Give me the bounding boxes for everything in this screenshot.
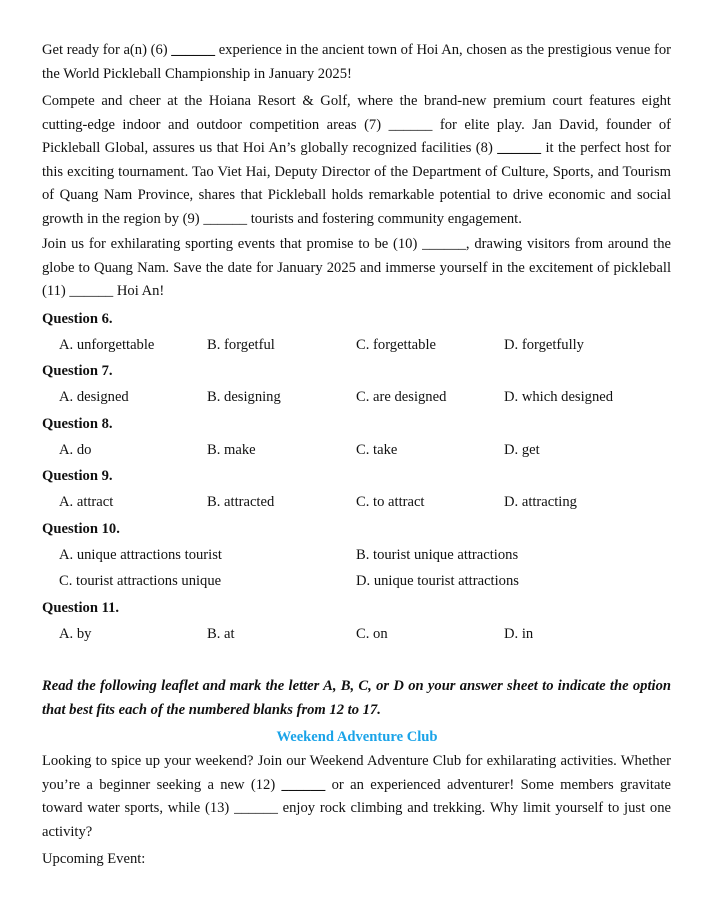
- text-span: Compete and cheer at the Hoiana Resort & Golf, where the brand-new premium court features eight cutting-edge indoor and outdoor competition areas (7): [42, 93, 671, 133]
- question-9-option-d[interactable]: D. attracting: [504, 494, 577, 510]
- text-span: experience in the ancient town of Hoi An, chosen as the prestigious venue for the World Pickleball Championship in January 2025!: [42, 42, 672, 82]
- passage-paragraph-1: [42, 39, 671, 86]
- blank-10: ______: [422, 236, 466, 252]
- question-6-title: Question 6.: [42, 311, 113, 327]
- question-10-option-d[interactable]: D. unique tourist attractions: [356, 573, 519, 589]
- text-span: Hoi An!: [113, 283, 165, 299]
- blank-6: ______: [171, 42, 216, 58]
- text-span: , drawing visitors from around the globe to Quang Nam. Save the date for January 2025 and immerse yourself in the excitement of pickleball (11): [42, 236, 671, 299]
- question-8-option-d[interactable]: D. get: [504, 442, 540, 458]
- question-8-option-b[interactable]: B. make: [207, 442, 256, 458]
- leaflet-paragraph-1: [42, 750, 671, 844]
- text-span: for elite play. Jan David, founder of Pickleball Global, assures us that Hoi An’s globally recognized facilities (8): [42, 116, 671, 156]
- question-8-option-a[interactable]: A. do: [59, 442, 92, 458]
- question-9-option-a[interactable]: A. attract: [59, 494, 114, 510]
- question-9-option-c[interactable]: C. to attract: [356, 494, 425, 510]
- passage-paragraph-2: [42, 90, 671, 231]
- question-6-option-b[interactable]: B. forgetful: [207, 337, 275, 353]
- question-10-option-c[interactable]: C. tourist attractions unique: [59, 573, 222, 589]
- question-10-title: Question 10.: [42, 521, 120, 537]
- question-11-option-b[interactable]: B. at: [207, 626, 235, 642]
- question-6-option-d[interactable]: D. forgetfully: [504, 337, 584, 353]
- text-span: it the perfect host for this exciting tournament. Tao Viet Hai, Deputy Director of the Department of Culture, Sports, and Tourism of Quang Nam Province, shares that Pickleball holds remarkable potential to drive economic and social growth in the region by (9): [42, 140, 671, 227]
- question-10-option-a[interactable]: A. unique attractions tourist: [59, 547, 222, 563]
- upcoming-event-label: Upcoming Event:: [42, 851, 146, 867]
- question-6-option-c[interactable]: C. forgettable: [356, 337, 436, 353]
- question-7-option-a[interactable]: A. designed: [59, 389, 129, 405]
- question-7-option-d[interactable]: D. which designed: [504, 389, 614, 405]
- text-span: Get ready for a(n) (6): [42, 42, 172, 58]
- leaflet-title: Weekend Adventure Club: [276, 729, 438, 745]
- text-span: Join us for exhilarating sporting events that promise to be (10): [42, 236, 423, 252]
- blank-12: ______: [281, 776, 326, 793]
- question-8-option-c[interactable]: C. take: [356, 442, 398, 458]
- question-9-title: Question 9.: [42, 468, 113, 484]
- section-instruction: Read the following leaflet and mark the letter A, B, C, or D on your answer sheet to indicate the option that best fits each of the numbered blanks from 12 to 17.: [42, 678, 671, 718]
- question-7-title: Question 7.: [42, 363, 113, 379]
- question-8-title: Question 8.: [42, 416, 113, 432]
- text-span: tourists and fostering community engagement.: [247, 210, 522, 227]
- blank-8: ______: [497, 140, 542, 156]
- question-11-option-d[interactable]: D. in: [504, 626, 534, 642]
- question-9-option-b[interactable]: B. attracted: [207, 494, 275, 510]
- question-11-title: Question 11.: [42, 600, 120, 616]
- question-7-option-c[interactable]: C. are designed: [356, 389, 447, 405]
- question-7-option-b[interactable]: B. designing: [207, 389, 281, 405]
- text-span: enjoy rock climbing and trekking. Why limit yourself to just one activity?: [42, 800, 671, 840]
- text-span: or an experienced adventurer! Some members gravitate toward water sports, while (13): [42, 776, 671, 816]
- blank-11: ______: [69, 283, 114, 299]
- blank-13: ______: [234, 800, 278, 816]
- blank-7: ______: [388, 116, 433, 133]
- question-11-option-a[interactable]: A. by: [59, 626, 92, 642]
- question-10-option-b[interactable]: B. tourist unique attractions: [356, 547, 519, 563]
- blank-9: ______: [203, 210, 248, 227]
- text-span: Looking to spice up your weekend? Join our Weekend Adventure Club for exhilarating activities. Whether you’re a beginner seeking a new (12): [42, 753, 671, 793]
- passage-paragraph-3: [42, 233, 671, 304]
- question-6-option-a[interactable]: A. unforgettable: [59, 337, 155, 353]
- question-11-option-c[interactable]: C. on: [356, 626, 388, 642]
